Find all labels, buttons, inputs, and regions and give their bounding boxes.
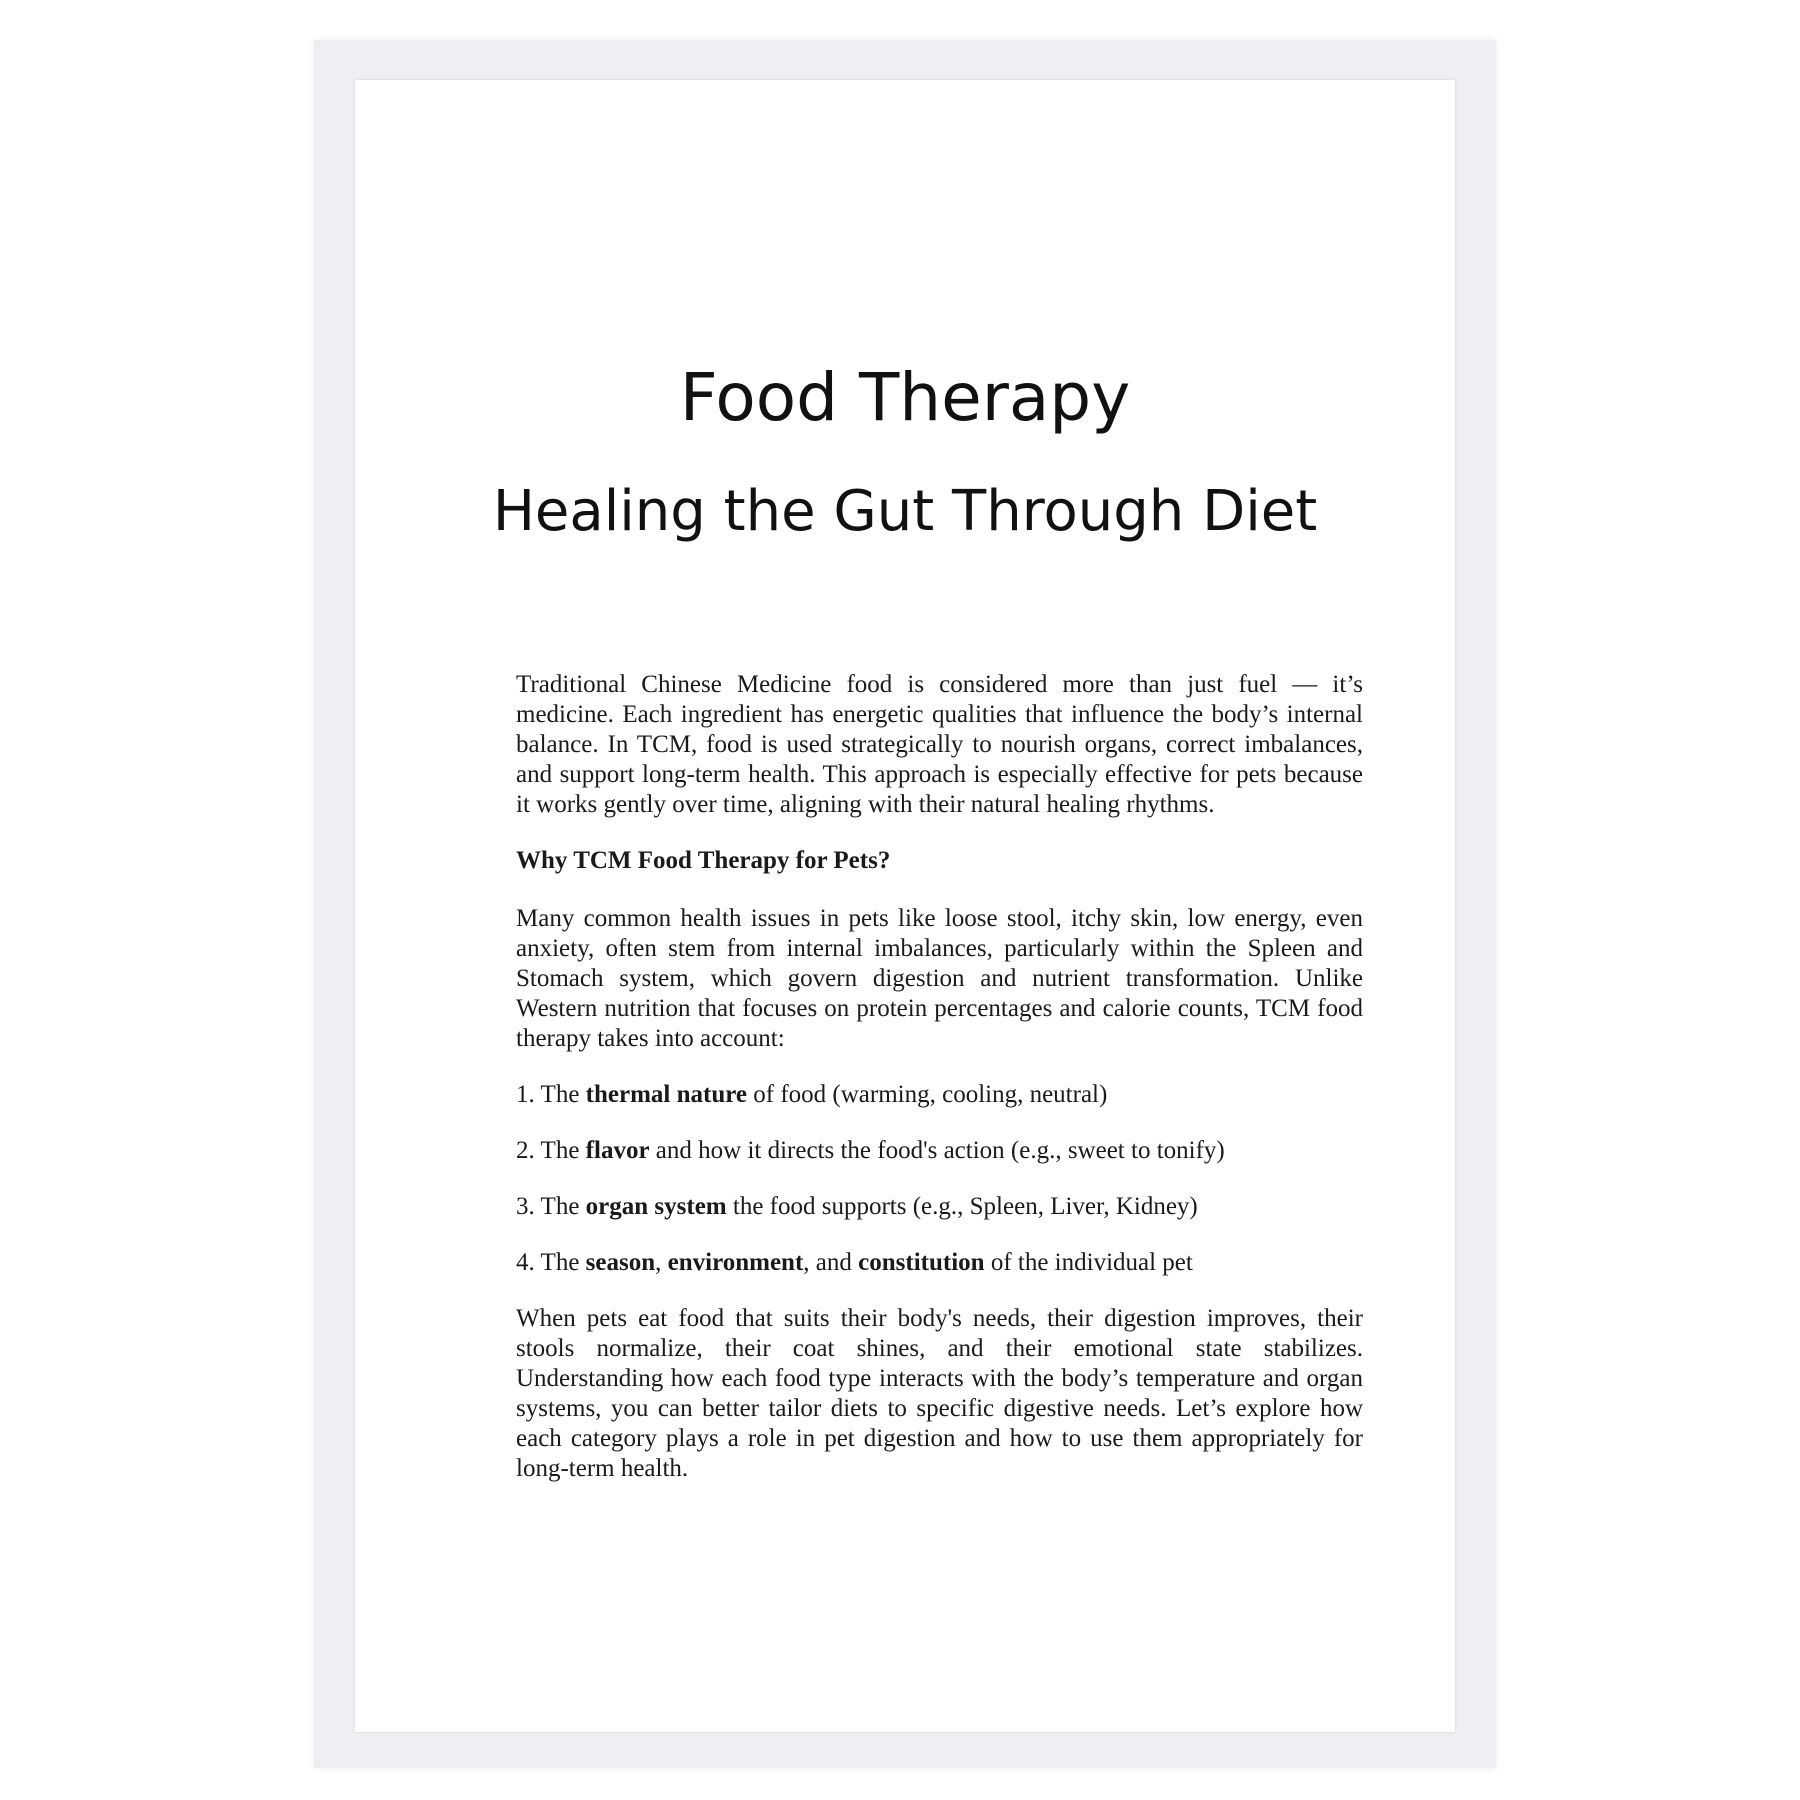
list-item-suffix: of the individual pet	[984, 1249, 1193, 1276]
list-item-separator: , and	[803, 1249, 859, 1276]
list-item-bold: season	[585, 1249, 656, 1276]
list-item-suffix: of food (warming, cooling, neutral)	[747, 1081, 1108, 1108]
page-title: Food Therapy	[679, 359, 1131, 436]
list-item-bold: constitution	[858, 1249, 985, 1276]
document-page	[355, 80, 1455, 1732]
list-item-prefix: 3. The	[516, 1193, 586, 1220]
list-item-3	[516, 1192, 1363, 1222]
list-item-bold: environment	[667, 1249, 804, 1276]
body-text	[516, 670, 1363, 1510]
section-paragraph: Many common health issues in pets like loose stool, itchy skin, low energy, even anxiety, often stem from internal imbalances, particularly within the Spleen and Stomach system, which govern digestion and nutrient transformation. Unlike Western nutrition that focuses on protein percentages and calorie counts, TCM food therapy takes into account:	[516, 905, 1363, 1052]
list-item-2	[516, 1136, 1363, 1166]
closing-paragraph: When pets eat food that suits their body's needs, their digestion improves, their stools normalize, their coat shines, and their emotional state stabilizes. Understanding how each food type interacts with the body’s temperature and organ systems, you can better tailor diets to specific digestive needs. Let’s explore how each category plays a role in pet digestion and how to use them appropriately for long-term health.	[516, 1305, 1363, 1482]
list-item-prefix: 1. The	[516, 1081, 586, 1108]
list-item-bold: thermal nature	[585, 1081, 747, 1108]
list-item-bold: flavor	[585, 1137, 650, 1164]
section-heading: Why TCM Food Therapy for Pets?	[516, 847, 891, 874]
list-item-bold: organ system	[585, 1193, 727, 1220]
list-item-1	[516, 1080, 1363, 1110]
page-subtitle: Healing the Gut Through Diet	[492, 479, 1318, 544]
list-item-suffix: the food supports (e.g., Spleen, Liver, Kidney)	[726, 1193, 1198, 1220]
list-item-prefix: 4. The	[516, 1249, 586, 1276]
list-item-suffix: and how it directs the food's action (e.g., sweet to tonify)	[649, 1137, 1225, 1164]
intro-paragraph: Traditional Chinese Medicine food is considered more than just fuel — it’s medicine. Each ingredient has energetic qualities that influence the body’s internal balance. In TCM, food is used strategically to nourish organs, correct imbalances, and support long-term health. This approach is especially effective for pets because it works gently over time, aligning with their natural healing rhythms.	[516, 671, 1363, 818]
list-item-prefix: 2. The	[516, 1137, 586, 1164]
list-item-4	[516, 1248, 1363, 1278]
list-item-separator: ,	[655, 1249, 668, 1276]
